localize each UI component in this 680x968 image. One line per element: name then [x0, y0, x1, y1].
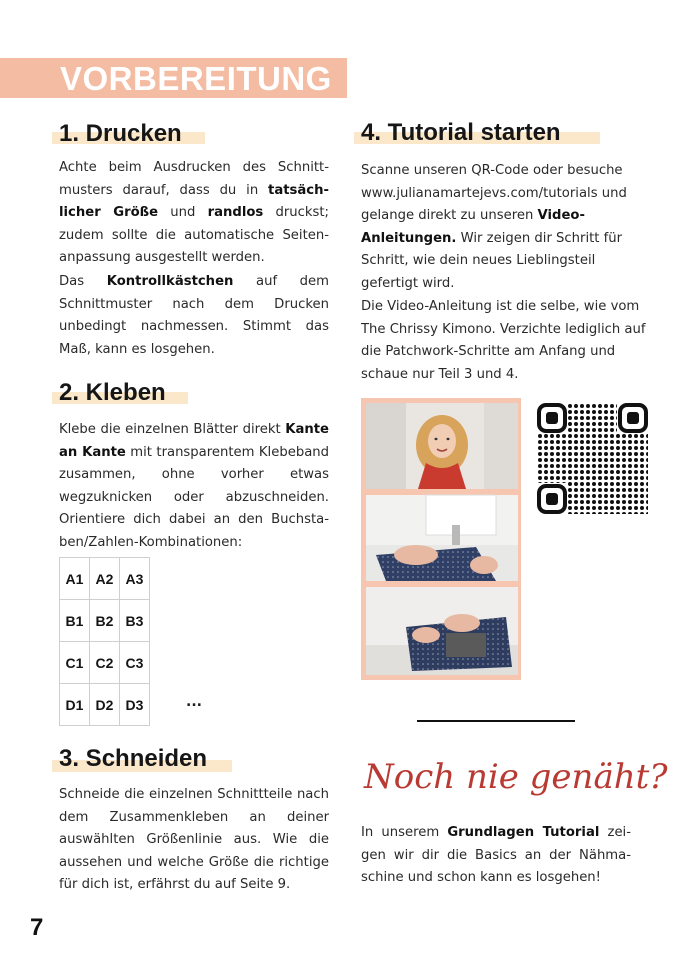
drucken-paragraph-1: Achte beim Ausdrucken des Schnittmusters darauf, dass du in tatsächlicher Größe und randlos druckst; zudem sollte die automatische Seitenanpassung ausgestellt werden. [59, 160, 329, 266]
grid-cell: D3 [120, 684, 150, 726]
grid-cell: C3 [120, 642, 150, 684]
grid-ellipsis: ... [186, 694, 202, 710]
grid-row [60, 684, 150, 726]
emphasis-video: Video-Anleitungen. [361, 208, 585, 246]
video-still-folding[interactable] [366, 587, 518, 675]
page-title: VORBEREITUNG [60, 60, 332, 97]
video-still-presenter[interactable] [366, 403, 518, 489]
kleben-paragraph: Klebe die einzelnen Blätter direkt Kante an Kante mit transparentem Klebeband zusammen, ohne vorher etwas wegzuknicken oder abzuschneiden. Orientiere dich dabei an den Buchstaben/Zahlen-Kombinationen: [59, 422, 330, 550]
grid-cell: C1 [60, 642, 90, 684]
heading-tutorial: 4. Tutorial starten [361, 119, 561, 146]
grundlagen-paragraph: In unserem Grundlagen Tutorial zeigen wir dir die Basics an der Nähmaschine und schon kann es losgehen! [361, 825, 631, 886]
qr-code[interactable] [537, 403, 648, 514]
grid-row [60, 600, 150, 642]
emphasis-basics-tutorial: Grundlagen Tutorial [447, 825, 600, 840]
emphasis-true-size: tatsächlicher Größe [59, 182, 329, 221]
grid-cell: A3 [120, 558, 150, 600]
heading-drucken: 1. Drucken [59, 120, 182, 147]
page-number: 7 [30, 914, 44, 941]
drucken-paragraph-2: Das Kontrollkästchen auf dem Schnittmuster nach dem Drucken unbedingt nachmessen. Stimmt das Maß, kann es losgehen. [59, 274, 329, 357]
section-divider [417, 720, 575, 722]
heading-schneiden: 3. Schneiden [59, 745, 208, 772]
grid-cell: A1 [60, 558, 90, 600]
grid-cell: B2 [90, 600, 120, 642]
grid-cell: A2 [90, 558, 120, 600]
video-still-sewing[interactable] [366, 495, 518, 581]
grid-row [60, 642, 150, 684]
script-heading [360, 742, 668, 812]
grid-cell: B3 [120, 600, 150, 642]
tutorial-paragraph-1: Scanne unseren QR-Code oder besuche www.julianamartejevs.com/tutorials und gelange direkt zu unseren Video-Anleitungen. Wir zeigen dir Schritt für Schritt, wie dein neues Lieblingsteil gefertigt wird. [361, 163, 627, 291]
emphasis-borderless: randlos [207, 205, 264, 221]
tutorial-paragraph-2: Die Video-Anleitung ist die selbe, wie vom The Chrissy Kimono. Verzichte lediglich auf die Patchwork-Schritte am Anfang und schaue nur Teil 3 und 4. [361, 299, 646, 382]
grid-row [60, 558, 150, 600]
page-assembly-grid [59, 557, 150, 726]
script-heading-text: Noch nie genäht? [364, 757, 668, 797]
emphasis-edge-to-edge: Kante an Kante [59, 422, 329, 460]
grid-cell: D1 [60, 684, 90, 726]
grid-cell: D2 [90, 684, 120, 726]
schneiden-paragraph: Schneide die einzelnen Schnittteile nach dem Zusammenkleben an deiner auswählten Größenlinie aus. Wie die aussehen und welche Größe die richtige für dich ist, erfährst du auf Seite 9. [59, 787, 329, 893]
emphasis-checkbox: Kontrollkästchen [106, 274, 234, 289]
grid-cell: C2 [90, 642, 120, 684]
heading-kleben: 2. Kleben [59, 379, 166, 406]
grid-cell: B1 [60, 600, 90, 642]
